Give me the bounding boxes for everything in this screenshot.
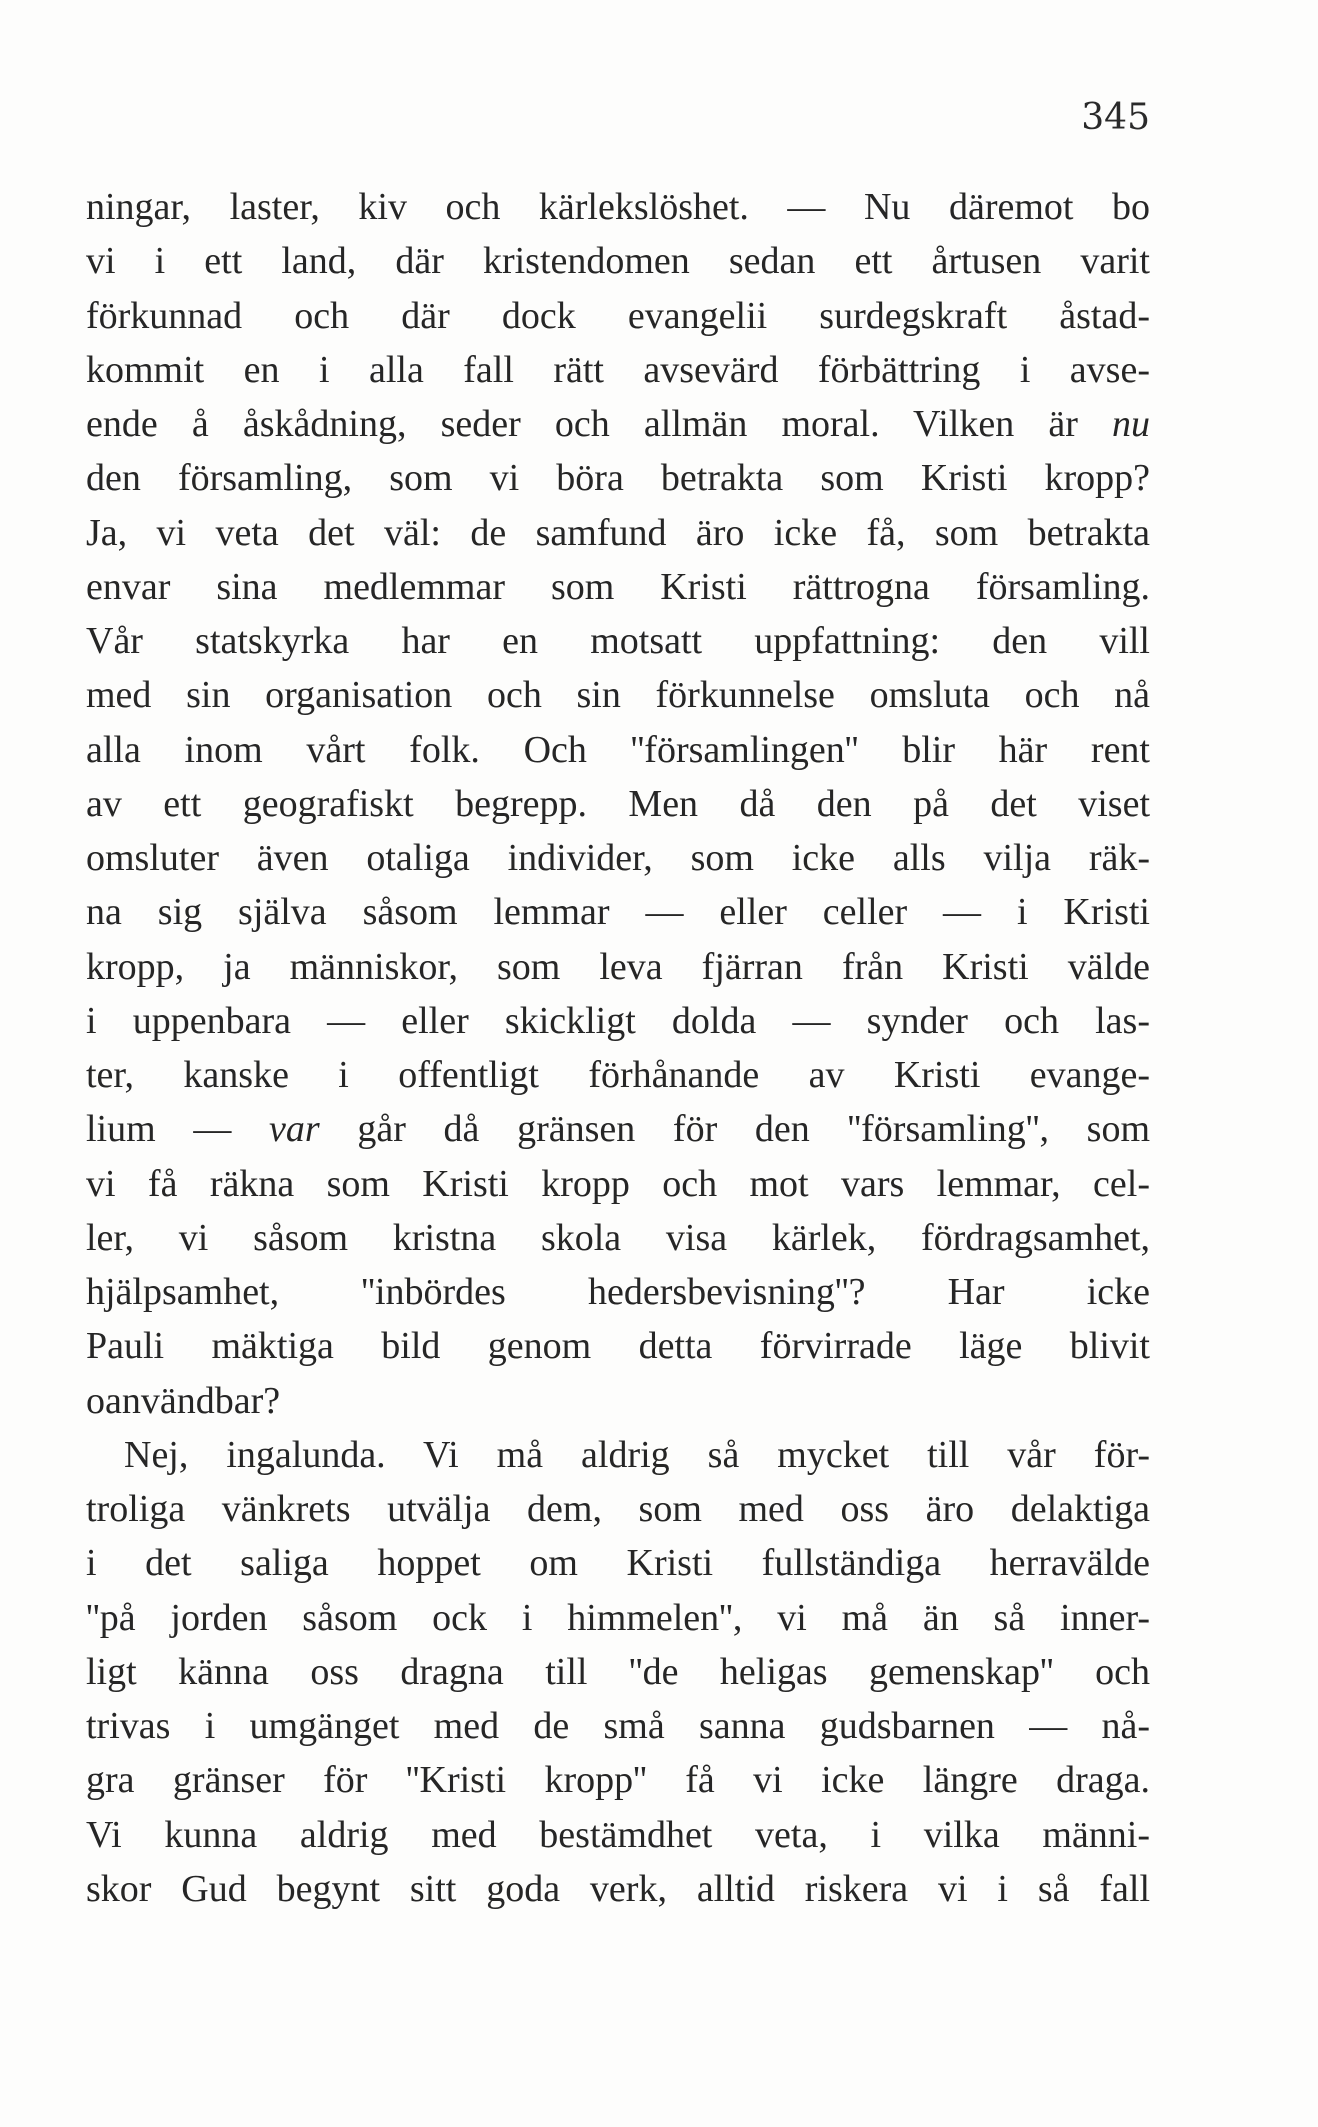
italic-word: nu: [1112, 403, 1150, 445]
body-text: [86, 180, 1150, 1916]
text-line: vi i ett land, där kristendomen sedan ett årtusen varit: [86, 240, 1150, 283]
text-line: ningar, laster, kiv och kärlekslöshet. — Nu däremot bo: [86, 186, 1150, 228]
text-line: troliga vänkrets utvälja dem, som med oss äro delaktiga: [86, 1488, 1150, 1530]
italic-word: var: [269, 1108, 320, 1151]
text-line: av ett geografiskt begrepp. Men då den på det viset: [86, 782, 1150, 825]
text-line: i uppenbara — eller skickligt dolda — synder och las-: [86, 999, 1150, 1042]
paragraph-first-line: Nej, ingalunda. Vi må aldrig så mycket till vår för-: [124, 1433, 1150, 1476]
text-line: na sig själva såsom lemmar — eller celler — i Kristi: [86, 891, 1150, 934]
text-line: den församling, som vi böra betrakta som Kristi kropp?: [86, 457, 1150, 500]
text-line: hjälpsamhet, ''inbördes hedersbevisning''? Har icke: [86, 1271, 1150, 1313]
text-line: i det saliga hoppet om Kristi fullständiga herravälde: [86, 1542, 1150, 1585]
text-line: envar sina medlemmar som Kristi rättrogna församling.: [86, 565, 1150, 608]
text-segment: ende å åskådning, seder och allmän moral. Vilken är: [86, 403, 1078, 445]
text-line: förkunnad och där dock evangelii surdegskraft åstad-: [86, 294, 1150, 337]
text-line: vi få räkna som Kristi kropp och mot vars lemmar, cel-: [86, 1162, 1150, 1205]
text-segment: lium —: [86, 1108, 232, 1151]
text-line: omsluter även otaliga individer, som icke alls vilja räk-: [86, 837, 1150, 879]
text-line: ter, kanske i offentligt förhånande av Kristi evange-: [86, 1054, 1150, 1096]
text-line: [86, 1102, 1150, 1156]
text-line: Pauli mäktiga bild genom detta förvirrade läge blivit: [86, 1325, 1150, 1368]
text-line: ler, vi såsom kristna skola visa kärlek, fördragsamhet,: [86, 1216, 1150, 1259]
text-line: med sin organisation och sin förkunnelse omsluta och nå: [86, 674, 1150, 717]
text-line: [86, 397, 1150, 451]
page-number: 345: [1081, 97, 1150, 138]
text-line: Ja, vi veta det väl: de samfund äro icke få, som betrakta: [86, 511, 1150, 554]
text-line: oanvändbar?: [86, 1379, 281, 1422]
text-line: alla inom vårt folk. Och ''församlingen'' blir här rent: [86, 728, 1150, 771]
text-line: Vår statskyrka har en motsatt uppfattning: den vill: [86, 620, 1150, 662]
text-line: trivas i umgänget med de små sanna gudsbarnen — nå-: [86, 1705, 1150, 1747]
text-line: ''på jorden såsom ock i himmelen'', vi må än så inner-: [86, 1596, 1150, 1639]
text-line: gra gränser för ''Kristi kropp'' få vi icke längre draga.: [86, 1759, 1150, 1802]
text-line: ligt känna oss dragna till ''de heligas gemenskap'' och: [86, 1650, 1150, 1693]
text-line: kropp, ja människor, som leva fjärran från Kristi välde: [86, 945, 1150, 988]
text-segment: går då gränsen för den ''församling'', som: [357, 1108, 1150, 1151]
text-line: Vi kunna aldrig med bestämdhet veta, i vilka männi-: [86, 1813, 1150, 1856]
text-line: skor Gud begynt sitt goda verk, alltid riskera vi i så fall: [86, 1867, 1150, 1910]
text-line: kommit en i alla fall rätt avsevärd förbättring i avse-: [86, 348, 1150, 391]
